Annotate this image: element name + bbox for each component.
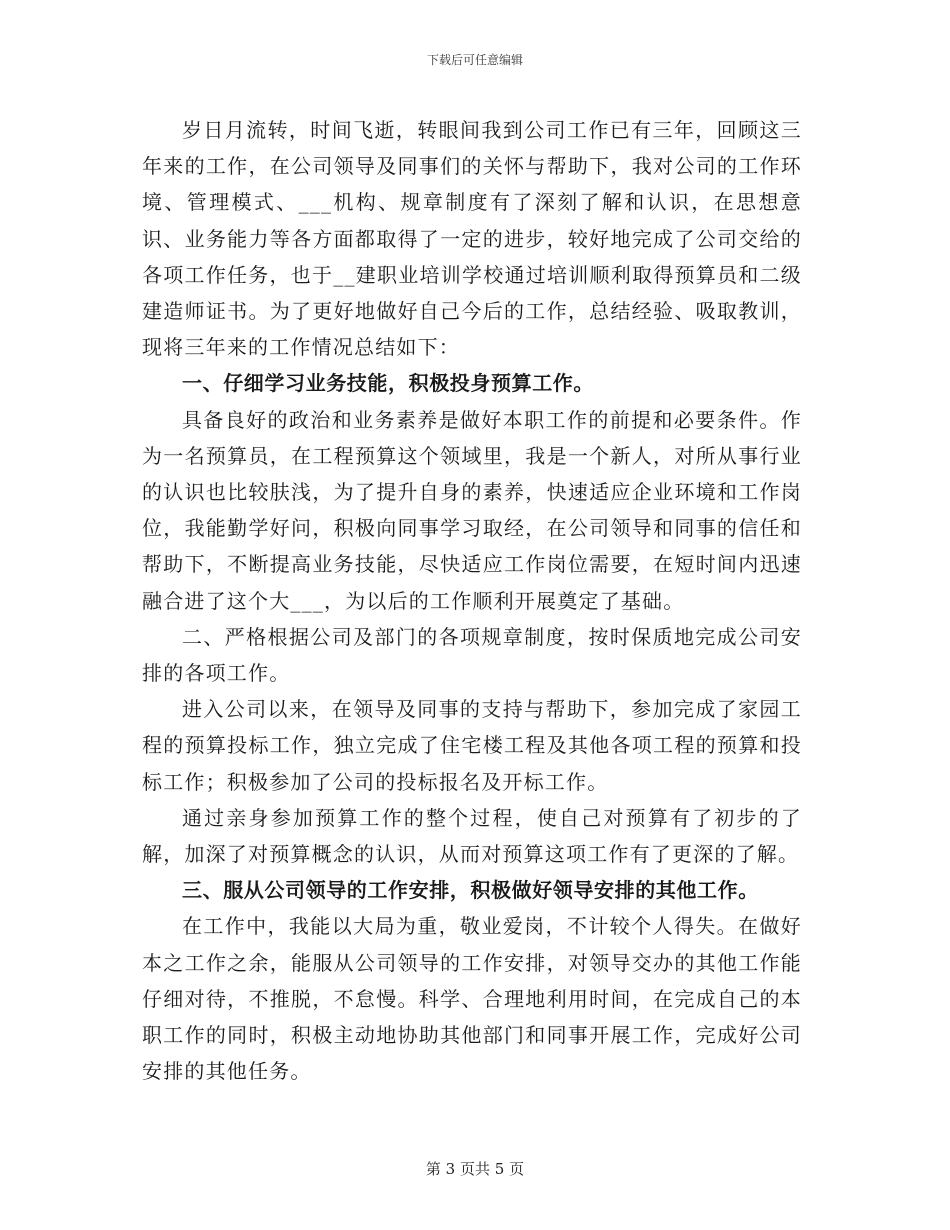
paragraph-section-1: 具备良好的政治和业务素养是做好本职工作的前提和必要条件。作为一名预算员，在工程预算这个领域里，我是一个新人，对所从事行业的认识也比较肤浅，为了提升自身的素养，快速适应企业环境和工作岗位，我能勤学好问，积极向同事学习取经，在公司领导和同事的信任和帮助下，不断提高业务技能，尽快适应工作岗位需要，在短时间内迅速融合进了这个大___，为以后的工作顺利开展奠定了基础。 [142,407,802,613]
paragraph-intro: 岁日月流转，时间飞逝，转眼间我到公司工作已有三年，回顾这三年来的工作，在公司领导及同事们的关怀与帮助下，我对公司的工作环境、管理模式、___机构、规章制度有了深刻了解和认识，在思想意识、业务能力等各方面都取得了一定的进步，较好地完成了公司交给的各项工作任务，也于__建职业培训学校通过培训顺利取得预算员和二级建造师证书。为了更好地做好自己今后的工作，总结经验、吸取教训，现将三年来的工作情况总结如下： [142,118,802,360]
document-body [142,112,802,1089]
page-header-note: 下载后可任意编辑 [426,53,523,67]
paragraph-section-2b: 通过亲身参加预算工作的整个过程，使自己对预算有了初步的了解，加深了对预算概念的认识，从而对预算这项工作有了更深的了解。 [142,805,802,867]
page-number-footer: 第 3 页共 5 页 [425,1160,525,1178]
section-heading-2: 二、严格根据公司及部门的各项规章制度，按时保质地完成公司安排的各项工作。 [142,624,802,686]
paragraph-section-2a: 进入公司以来，在领导及同事的支持与帮助下，参加完成了家园工程的预算投标工作，独立完成了住宅楼工程及其他各项工程的预算和投标工作；积极参加了公司的投标报名及开标工作。 [142,697,802,794]
paragraph-section-3: 在工作中，我能以大局为重，敬业爱岗，不计较个人得失。在做好本之工作之余，能服从公司领导的工作安排，对领导交办的其他工作能仔细对待，不推脱，不怠慢。科学、合理地利用时间，在完成自己的本职工作的同时，积极主动地协助其他部门和同事开展工作，完成好公司安排的其他任务。 [142,914,802,1084]
section-heading-1: 一、仔细学习业务技能，积极投身预算工作。 [182,371,594,396]
section-heading-3: 三、服从公司领导的工作安排，积极做好领导安排的其他工作。 [182,878,759,903]
